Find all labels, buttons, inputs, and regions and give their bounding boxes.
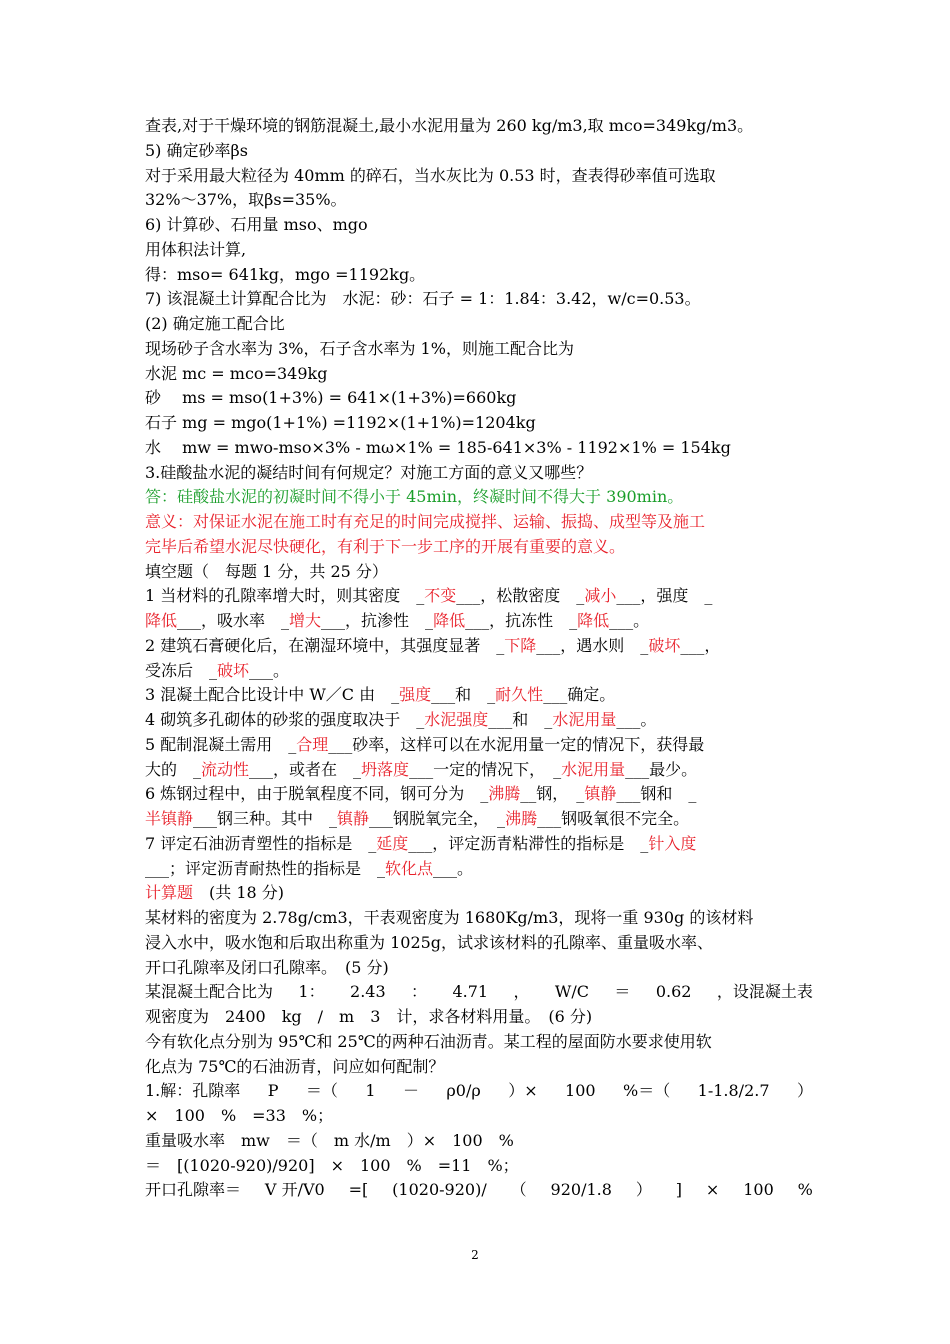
text-line: 查表,对于干燥环境的钢筋混凝土,最小水泥用量为 260 kg/m3,取 mco=349kg/m3。 (145, 116, 754, 135)
formula-line: × 100 % =33 %； (145, 1106, 334, 1125)
text-line: 水泥 mc = mco=349kg (145, 363, 328, 383)
page-number: 2 (471, 1248, 479, 1262)
blank-answer: 减小 (584, 586, 617, 606)
blank-answer: 降低 (145, 611, 178, 630)
blank-answer: 坍落度 (361, 759, 410, 779)
text-line: 今有软化点分别为 95℃和 25℃的两种石油沥青。某工程的屋面防水要求使用软 (145, 1031, 712, 1051)
blank-answer: 沸腾 (488, 784, 521, 804)
text-line: 得：mso= 641kg，mgo =1192kg。 (145, 264, 426, 284)
fill-line: 1 当材料的孔隙率增大时，则其密度 _不变___，松散密度 _减小___，强度 _ (145, 586, 713, 606)
text-line: 浸入水中，吸水饱和后取出称重为 1025g，试求该材料的孔隙率、重量吸水率、 (145, 932, 714, 952)
formula-line: ＝ [(1020-920)/920] × 100 % =11 %； (145, 1155, 519, 1175)
question-heading: 3.硅酸盐水泥的凝结时间有何规定？对施工方面的意义又哪些？ (145, 462, 593, 482)
blank-answer: 耐久性 (495, 685, 544, 705)
blank-answer: 软化点 (385, 858, 434, 878)
text-line: 5) 确定砂率βs (145, 140, 248, 160)
blank-answer: 强度 (399, 685, 432, 705)
meaning-line: 意义：对保证水泥在施工时有充足的时间完成搅拌、运输、振捣、成型等及施工 (145, 512, 706, 531)
text-line: 化点为 75℃的石油沥青，问应如何配制？ (145, 1056, 445, 1076)
blank-answer: 半镇静 (145, 809, 194, 828)
fill-line: 3 混凝土配合比设计中 W／C 由 _强度___和 _耐久性___确定。 (145, 685, 616, 705)
blank-answer: 不变 (424, 586, 457, 606)
blank-answer: 增大 (289, 611, 322, 630)
formula-line: 1.解：孔隙率 P ＝（ 1 － ρ0/ρ ）× 100 %＝（ 1-1.8/2.7 ） (145, 1081, 813, 1101)
text-line: 水 mw = mwo-mso×3% - mω×1% = 185-641×3% - 1192×1% = 154kg (145, 437, 731, 457)
blank-answer: 下降 (504, 635, 537, 655)
text-line: 开口孔隙率及闭口孔隙率。 (5 分) (145, 957, 389, 977)
fill-line: 2 建筑石膏硬化后，在潮湿环境中，其强度显著 _下降___，遇水则 _破坏___， (145, 635, 721, 655)
blank-answer: 破坏 (217, 660, 250, 680)
blank-answer: 合理 (296, 734, 329, 754)
text-line: 6) 计算砂、石用量 mso、mgo (145, 215, 368, 234)
section-heading: 计算题 (共 18 分) (145, 883, 285, 903)
blank-answer: 流动性 (201, 759, 250, 779)
answer-line: 答：硅酸盐水泥的初凝时间不得小于 45min，终凝时间不得大于 390min。 (145, 487, 684, 507)
fill-line: 7 评定石油沥青塑性的指标是 _延度___，评定沥青粘滞性的指标是 _针入度 (145, 833, 697, 853)
fill-line: 降低___，吸水率 _增大___，抗渗性 _降低___，抗冻性 _降低___。 (145, 611, 650, 630)
fill-line: 大的 _流动性___，或者在 _坍落度___一定的情况下， _水泥用量___最少。 (145, 759, 698, 779)
meaning-line: 完毕后希望水泥尽快硬化，有利于下一步工序的开展有重要的意义。 (145, 536, 626, 556)
blank-answer: 降低 (433, 611, 466, 630)
text-line: 某材料的密度为 2.78g/cm3，干表观密度为 1680Kg/m3，现将一重 930g 的该材料 (145, 908, 754, 927)
fill-line: 受冻后 _破坏___。 (145, 660, 290, 680)
blank-answer: 降低 (577, 611, 610, 630)
text-line: 某混凝土配合比为 1： 2.43 ： 4.71 ， W/C ＝ 0.62 ，设混凝土表 (145, 982, 813, 1002)
text-line: 7) 该混凝土计算配合比为 水泥：砂：石子 = 1：1.84：3.42，w/c=0.53。 (145, 289, 701, 309)
text-line: 砂 ms = mso(1+3%) = 641×(1+3%)=660kg (145, 388, 517, 408)
text-line: 对于采用最大粒径为 40mm 的碎石，当水灰比为 0.53 时，查表得砂率值可选取 (145, 165, 716, 185)
blank-answer: 镇静 (584, 784, 617, 804)
blank-answer: 水泥用量 (561, 759, 626, 779)
document-body (145, 114, 813, 1203)
blank-answer: 水泥强度 (424, 710, 489, 729)
section-heading: 填空题（ 每题 1 分，共 25 分） (145, 561, 388, 581)
formula-line: 重量吸水率 mw ＝（ m 水/m ）× 100 % (145, 1130, 514, 1150)
fill-line: ___；评定沥青耐热性的指标是 _软化点___。 (145, 858, 474, 878)
blank-answer: 沸腾 (505, 809, 538, 828)
text-line: (2) 确定施工配合比 (145, 314, 285, 333)
fill-line: 4 砌筑多孔砌体的砂浆的强度取决于 _水泥强度___和 _水泥用量___。 (145, 710, 657, 729)
blank-answer: 镇静 (337, 809, 370, 828)
fill-line: 6 炼钢过程中，由于脱氧程度不同，钢可分为 _沸腾__钢， _镇静___钢和 _ (145, 784, 697, 804)
text-line: 观密度为 2400 kg / m 3 计，求各材料用量。 (6 分) (145, 1007, 593, 1026)
fill-line: 半镇静___钢三种。其中 _镇静___钢脱氧完全， _沸腾___钢吸氧很不完全。 (145, 809, 690, 828)
fill-line: 5 配制混凝土需用 _合理___砂率，这样可以在水泥用量一定的情况下，获得最 (145, 734, 705, 754)
text-line: 用体积法计算, (145, 239, 247, 259)
blank-answer: 针入度 (648, 833, 697, 853)
blank-answer: 延度 (376, 833, 409, 853)
text-line: 32%～37%，取βs=35%。 (145, 190, 347, 210)
text-line: 石子 mg = mgo(1+1%) =1192×(1+1%)=1204kg (145, 413, 536, 432)
blank-answer: 破坏 (648, 635, 681, 655)
text-line: 现场砂子含水率为 3%，石子含水率为 1%，则施工配合比为 (145, 338, 574, 358)
blank-answer: 水泥用量 (552, 710, 617, 729)
formula-line: 开口孔隙率＝ V 开/V0 =[ (1020-920)/ （ 920/1.8 ） ] × 100 % (145, 1180, 813, 1200)
